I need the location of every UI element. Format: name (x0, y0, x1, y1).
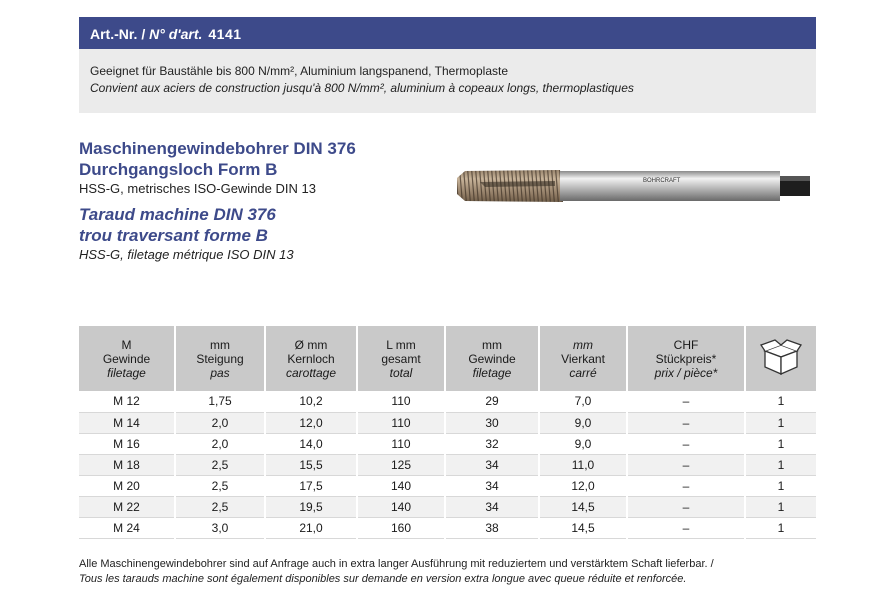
col-header-thread: M Gewinde filetage (79, 326, 175, 391)
cell-thread-size: M 14 (79, 412, 175, 433)
cell-price: – (627, 391, 745, 412)
cell-total-length: 110 (357, 391, 445, 412)
title-fr-line1: Taraud machine DIN 376 (79, 205, 276, 224)
cell-square: 12,0 (539, 475, 627, 496)
cell-square: 14,5 (539, 517, 627, 538)
subtitle-de: HSS-G, metrisches ISO-Gewinde DIN 13 (79, 181, 316, 196)
cell-thread-size: M 18 (79, 454, 175, 475)
cell-total-length: 140 (357, 496, 445, 517)
subtitle-fr: HSS-G, filetage métrique ISO DIN 13 (79, 247, 294, 262)
table-row (79, 391, 816, 412)
col-header-thread-length: mm Gewinde filetage (445, 326, 539, 391)
cell-thread-size: M 22 (79, 496, 175, 517)
cell-thread-length: 30 (445, 412, 539, 433)
cell-pack-qty: 1 (745, 517, 816, 538)
cell-pack-qty: 1 (745, 412, 816, 433)
cell-core-hole: 10,2 (265, 391, 357, 412)
cell-core-hole: 15,5 (265, 454, 357, 475)
cell-pitch: 3,0 (175, 517, 265, 538)
cell-total-length: 110 (357, 433, 445, 454)
cell-thread-size: M 16 (79, 433, 175, 454)
table-row (79, 454, 816, 475)
table-row (79, 475, 816, 496)
cell-price: – (627, 475, 745, 496)
cell-core-hole: 12,0 (265, 412, 357, 433)
tap-tool-image (455, 162, 813, 210)
cell-thread-size: M 24 (79, 517, 175, 538)
cell-thread-length: 34 (445, 475, 539, 496)
artnr-label-de: Art.-Nr. / (90, 26, 150, 42)
table-header-row (79, 326, 816, 391)
col-header-price: CHF Stückpreis* prix / pièce* (627, 326, 745, 391)
cell-total-length: 110 (357, 412, 445, 433)
cell-square: 9,0 (539, 433, 627, 454)
footnote-fr: Tous les tarauds machine sont également disponibles sur demande en version extra longue avec queue réduite et renforcée. (79, 573, 687, 585)
cell-core-hole: 21,0 (265, 517, 357, 538)
cell-thread-size: M 12 (79, 391, 175, 412)
cell-total-length: 160 (357, 517, 445, 538)
cell-price: – (627, 517, 745, 538)
cell-pitch: 2,5 (175, 475, 265, 496)
cell-thread-length: 29 (445, 391, 539, 412)
table-row (79, 517, 816, 538)
title-fr-line2: trou traversant forme B (79, 226, 268, 245)
table-row (79, 412, 816, 433)
cell-price: – (627, 412, 745, 433)
cell-pack-qty: 1 (745, 454, 816, 475)
artnr-label-fr: N° d'art. (149, 26, 203, 42)
col-header-pitch: mm Steigung pas (175, 326, 265, 391)
cell-thread-length: 38 (445, 517, 539, 538)
cell-price: – (627, 496, 745, 517)
cell-pitch: 2,5 (175, 496, 265, 517)
footnote (79, 557, 819, 587)
product-title-block (79, 138, 356, 264)
specification-table (79, 326, 816, 539)
cell-total-length: 125 (357, 454, 445, 475)
cell-core-hole: 17,5 (265, 475, 357, 496)
cell-pack-qty: 1 (745, 391, 816, 412)
tool-brand-text: BOHRCRAFT (643, 178, 681, 184)
description-box (79, 49, 816, 113)
cell-price: – (627, 433, 745, 454)
description-fr: Convient aux aciers de construction jusqu'à 800 N/mm², aluminium à copeaux longs, thermoplastiques (90, 81, 634, 95)
artnr-value: 4141 (208, 26, 242, 42)
cell-thread-length: 32 (445, 433, 539, 454)
cell-pitch: 2,0 (175, 412, 265, 433)
cell-pack-qty: 1 (745, 475, 816, 496)
cell-pack-qty: 1 (745, 433, 816, 454)
cell-pitch: 1,75 (175, 391, 265, 412)
table-body (79, 391, 816, 538)
cell-total-length: 140 (357, 475, 445, 496)
description-de: Geeignet für Baustähle bis 800 N/mm², Aluminium langspanend, Thermoplaste (90, 64, 509, 78)
col-header-total-length: L mm gesamt total (357, 326, 445, 391)
cell-pack-qty: 1 (745, 496, 816, 517)
cell-square: 9,0 (539, 412, 627, 433)
col-header-square: mm Vierkant carré (539, 326, 627, 391)
cell-thread-length: 34 (445, 454, 539, 475)
cell-square: 11,0 (539, 454, 627, 475)
table-row (79, 433, 816, 454)
cell-pitch: 2,5 (175, 454, 265, 475)
cell-pitch: 2,0 (175, 433, 265, 454)
cell-core-hole: 14,0 (265, 433, 357, 454)
col-header-core-hole: Ø mm Kernloch carottage (265, 326, 357, 391)
cell-square: 14,5 (539, 496, 627, 517)
footnote-de: Alle Maschinengewindebohrer sind auf Anfrage auch in extra langer Ausführung mit reduziertem und verstärktem Schaft lieferbar. / (79, 558, 714, 570)
article-number-bar (79, 17, 816, 49)
table-row (79, 496, 816, 517)
cell-price: – (627, 454, 745, 475)
title-de-line1: Maschinengewindebohrer DIN 376 (79, 139, 356, 158)
cell-thread-length: 34 (445, 496, 539, 517)
cell-core-hole: 19,5 (265, 496, 357, 517)
package-box-icon (745, 326, 816, 391)
cell-square: 7,0 (539, 391, 627, 412)
title-de-line2: Durchgangsloch Form B (79, 160, 278, 179)
cell-thread-size: M 20 (79, 475, 175, 496)
